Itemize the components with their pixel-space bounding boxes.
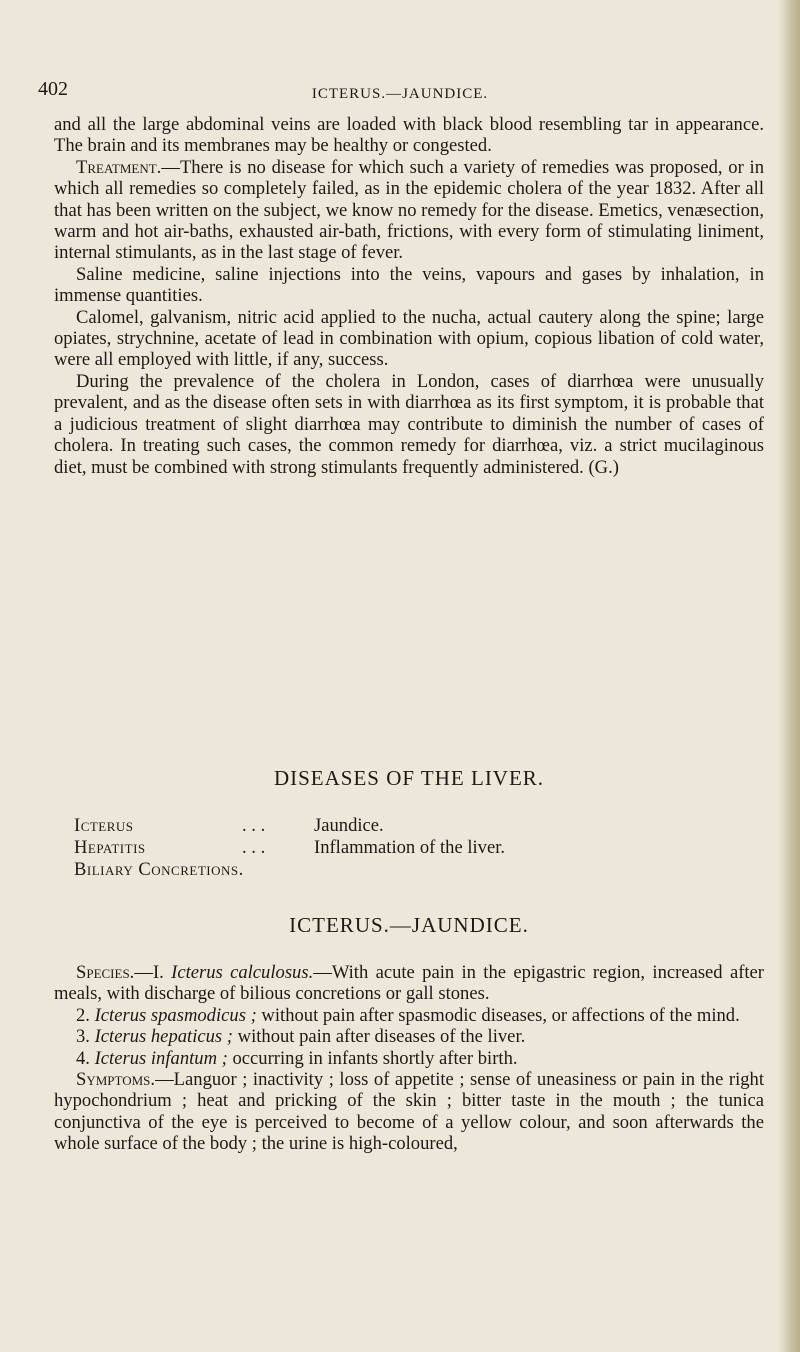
species-text: without pain after diseases of the liver. xyxy=(233,1026,526,1048)
treatment-label: Treatment. xyxy=(76,156,162,178)
species-number: —I. xyxy=(134,962,164,983)
species-name: Icterus spasmodicus ; xyxy=(94,1004,257,1026)
treatment-text: —There is no disease for which such a variety of remedies was proposed, or in which all remedies so completely failed, as in the epidemic cholera of the year 1832. After all that has been written on the subject, we know no remedy for the disease. Emetics, venæsection, warm and hot air-baths, exhausted air-bath, frictions, with every form of stimulating liniment, internal stimulants, as in the last stage of fever. xyxy=(54,156,764,264)
species-text: without pain after spasmodic diseases, or affections of the mind. xyxy=(256,1004,740,1026)
liver-section xyxy=(54,766,764,791)
symptoms-text: —Languor ; inactivity ; loss of appetite ; sense of uneasiness or pain in the right hypochondrium ; heat and pricking of the skin ; bitter taste in the mouth ; the tunica conjunctiva of the eye is perceived to become of a yellow colour, and soon afterwards the whole surface of the body ; the urine is high-coloured, xyxy=(54,1069,764,1155)
paragraph-species-3 xyxy=(54,1026,764,1047)
top-section xyxy=(54,114,764,478)
page-edge-shadow xyxy=(778,0,800,1352)
species-label: Species. xyxy=(76,962,135,983)
disease-term: Icterus xyxy=(74,815,134,836)
species-name: Icterus infantum ; xyxy=(94,1047,228,1069)
leader-dots: . . . xyxy=(242,837,266,858)
list-item xyxy=(74,815,764,837)
disease-term: Hepatitis xyxy=(74,837,146,858)
paragraph-species-4 xyxy=(54,1048,764,1069)
paragraph-london: During the prevalence of the cholera in London, cases of diarrhœa were unusually prevalent, and as the disease often sets in with diarrhœa as its first symptom, it is probable that a judicious treatment of slight diarrhœa may contribute to diminish the number of cases of cholera. In treating such cases, the common remedy for diarrhœa, viz. a strict mucilaginous diet, must be combined with strong stimulants frequently administered. (G.) xyxy=(54,370,764,478)
page-number: 402 xyxy=(38,78,68,100)
disease-desc: Inflammation of the liver. xyxy=(314,837,506,858)
disease-desc: Jaundice. xyxy=(314,815,384,836)
species-number: 3. xyxy=(76,1026,90,1048)
paragraph-species-2 xyxy=(54,1005,764,1026)
species-number: 2. xyxy=(76,1004,90,1026)
species-text: occurring in infants shortly after birth. xyxy=(227,1047,518,1069)
paragraph-treatment xyxy=(54,157,764,264)
paragraph-species-1 xyxy=(54,962,764,1005)
liver-section-title: DISEASES OF THE LIVER. xyxy=(273,766,545,790)
species-name: Icterus hepaticus ; xyxy=(94,1026,233,1048)
species-name: Icterus calculosus. xyxy=(171,962,314,983)
disease-term: Biliary Concretions. xyxy=(74,859,244,880)
species-number: 4. xyxy=(76,1047,90,1069)
paragraph-symptoms xyxy=(54,1069,764,1155)
list-item xyxy=(74,837,764,859)
list-item xyxy=(74,859,764,881)
leader-dots: . . . xyxy=(242,815,266,836)
running-head: ICTERUS.—JAUNDICE. xyxy=(311,86,489,102)
paragraph-pathology: and all the large abdominal veins are loaded with black blood resembling tar in appearance. The brain and its membranes may be healthy or congested. xyxy=(54,114,764,157)
icterus-body xyxy=(54,962,764,1155)
icterus-section xyxy=(54,913,764,938)
icterus-section-title: ICTERUS.—JAUNDICE. xyxy=(289,913,529,937)
species-text: —With acute pain in the epigastric region, increased after meals, with discharge of bilious concretions or gall stones. xyxy=(54,962,764,1005)
paragraph-calomel: Calomel, galvanism, nitric acid applied to the nucha, actual cautery along the spine; large opiates, strychnine, acetate of lead in combination with opium, copious libation of cold water, were all employed with little, if any, success. xyxy=(54,306,764,371)
paragraph-saline: Saline medicine, saline injections into the veins, vapours and gases by inhalation, in immense quantities. xyxy=(54,263,764,307)
symptoms-label: Symptoms. xyxy=(76,1069,156,1091)
liver-disease-list xyxy=(74,815,764,881)
